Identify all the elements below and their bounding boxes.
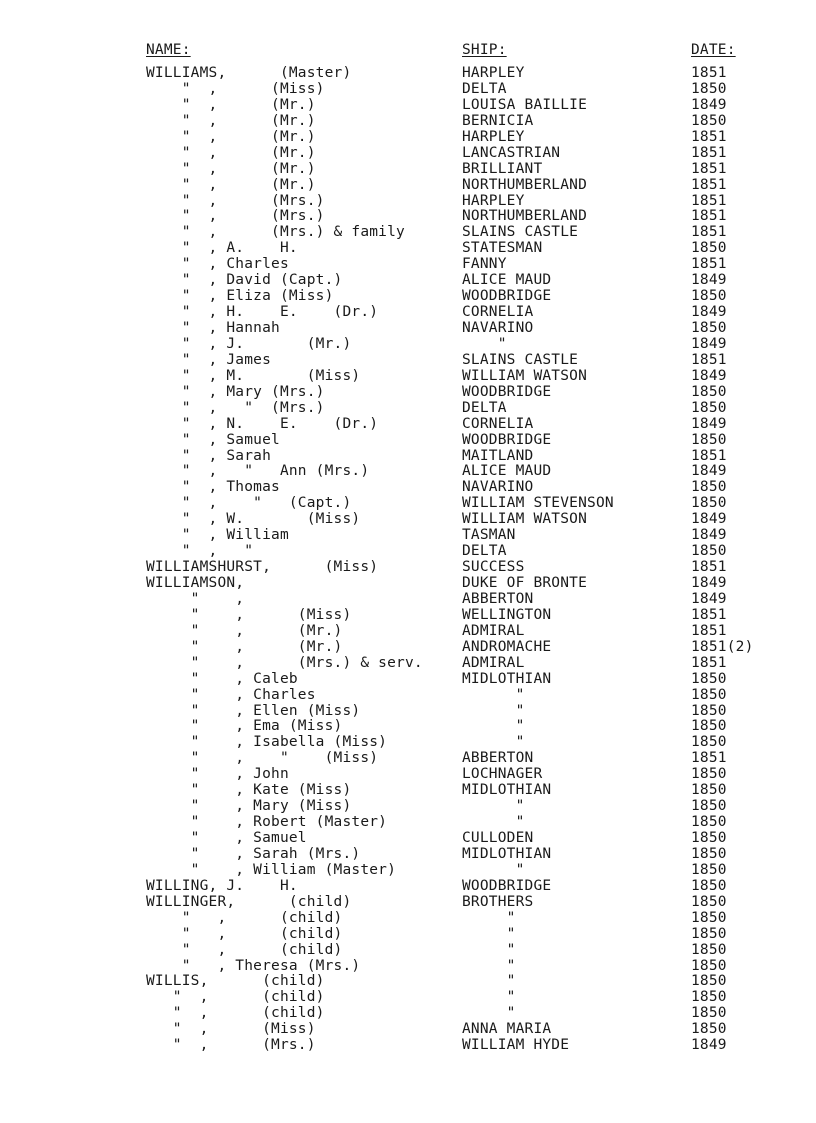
cell-date: 1850 [691, 383, 727, 400]
table-row [0, 672, 816, 688]
cell-ship: MAITLAND [462, 447, 534, 464]
cell-ship: " [462, 814, 525, 831]
cell-ship: NAVARINO [462, 320, 534, 336]
table-row [0, 114, 816, 130]
cell-name: " , Mary (Mrs.) [146, 383, 325, 400]
cell-name: " , Theresa (Mrs.) [146, 957, 361, 974]
table-row [0, 592, 816, 608]
cell-date: 1850 [691, 112, 727, 129]
table-row [0, 353, 816, 369]
table-row [0, 608, 816, 624]
table-row [0, 512, 816, 528]
cell-name: " , (child) [146, 909, 343, 926]
table-row [0, 1006, 816, 1022]
cell-name: " , (child) [146, 941, 343, 958]
cell-date: 1850 [691, 861, 727, 878]
table-row [0, 162, 816, 178]
cell-ship: ALICE MAUD [462, 272, 552, 289]
cell-name: " , Isabella (Miss) [146, 734, 388, 751]
cell-date: 1850 [691, 766, 727, 783]
cell-name: " , H. E. (Dr.) [146, 304, 379, 321]
table-row [0, 576, 816, 592]
table-row [0, 863, 816, 879]
cell-name: " , Thomas [146, 479, 280, 496]
table-row [0, 82, 816, 98]
cell-date: 1850 [691, 973, 727, 990]
cell-date: 1851 [691, 622, 727, 639]
cell-name: " , (child) [146, 1005, 325, 1022]
cell-date: 1850 [691, 989, 727, 1006]
cell-ship: NORTHUMBERLAND [462, 208, 588, 225]
cell-date: 1850 [691, 1005, 727, 1022]
table-row [0, 704, 816, 720]
cell-name: WILLIAMSHURST, (Miss) [146, 559, 379, 576]
cell-name: " , " (Capt.) [146, 495, 352, 512]
cell-ship: SLAINS CASTLE [462, 351, 579, 368]
cell-ship: LOCHNAGER [462, 766, 543, 783]
cell-date: 1851 [691, 160, 727, 177]
cell-name: " , Kate (Miss) [146, 782, 352, 799]
table-row [0, 847, 816, 863]
cell-date: 1849 [691, 463, 727, 480]
table-row [0, 719, 816, 735]
cell-name: " , Mary (Miss) [146, 798, 352, 815]
cell-ship: " [462, 702, 525, 719]
cell-name: " , William (Master) [146, 861, 397, 878]
cell-ship: LOUISA BAILLIE [462, 96, 588, 113]
cell-name: " , Charles [146, 256, 289, 273]
cell-ship: ABBERTON [462, 590, 534, 607]
table-row [0, 1022, 816, 1038]
table-row [0, 990, 816, 1006]
table-row [0, 178, 816, 194]
cell-date: 1851 [691, 65, 727, 81]
table-row [0, 767, 816, 783]
table-row [0, 257, 816, 273]
table-row [0, 656, 816, 672]
table-row [0, 241, 816, 257]
cell-ship: HARPLEY [462, 128, 525, 145]
cell-ship: " [462, 973, 516, 990]
cell-date: 1850 [691, 782, 727, 799]
cell-date: 1850 [691, 479, 727, 496]
cell-date: 1851 [691, 447, 727, 464]
table-row [0, 321, 816, 337]
cell-name: " , (Mrs.) & serv. [146, 654, 423, 671]
cell-ship: CORNELIA [462, 415, 534, 432]
table-row [0, 528, 816, 544]
cell-date: 1850 [691, 909, 727, 926]
cell-ship: CULLODEN [462, 830, 534, 846]
cell-name: " , Charles [146, 686, 316, 703]
cell-name: WILLINGER, (child) [146, 893, 352, 910]
table-row [0, 449, 816, 465]
cell-name: " , W. (Miss) [146, 511, 361, 528]
cell-ship: LANCASTRIAN [462, 144, 561, 161]
cell-name: " , Ema (Miss) [146, 718, 343, 735]
cell-date: 1850 [691, 288, 727, 305]
cell-date: 1850 [691, 845, 727, 862]
cell-date: 1851 [691, 224, 727, 241]
cell-ship: " [462, 909, 516, 926]
table-row [0, 895, 816, 911]
cell-name: " , (Mr.) [146, 638, 343, 655]
table-row [0, 943, 816, 959]
cell-date: 1850 [691, 814, 727, 831]
cell-ship: WOODBRIDGE [462, 877, 552, 894]
table-row [0, 480, 816, 496]
table-row [0, 815, 816, 831]
cell-name: " , David (Capt.) [146, 272, 343, 289]
cell-ship: STATESMAN [462, 240, 543, 257]
cell-date: 1849 [691, 335, 727, 352]
cell-date: 1851 [691, 256, 727, 273]
cell-name: " , Hannah [146, 320, 280, 336]
table-row [0, 974, 816, 990]
cell-date: 1849 [691, 96, 727, 113]
table-row [0, 624, 816, 640]
header-ship: SHIP: [462, 42, 507, 58]
cell-ship: SLAINS CASTLE [462, 224, 579, 241]
cell-date: 1850 [691, 240, 727, 257]
cell-ship: SUCCESS [462, 559, 525, 576]
cell-ship: HARPLEY [462, 192, 525, 209]
cell-name: " , (Miss) [146, 606, 352, 623]
cell-date: 1849 [691, 304, 727, 321]
cell-ship: WILLIAM HYDE [462, 1037, 570, 1054]
cell-ship: TASMAN [462, 527, 516, 544]
table-row [0, 66, 816, 82]
cell-name: " , William [146, 527, 289, 544]
cell-ship: BRILLIANT [462, 160, 543, 177]
table-row [0, 735, 816, 751]
table-row [0, 560, 816, 576]
cell-date: 1849 [691, 590, 727, 607]
cell-ship: ADMIRAL [462, 654, 525, 671]
cell-name: " , John [146, 766, 289, 783]
cell-ship: WILLIAM WATSON [462, 511, 588, 528]
cell-ship: HARPLEY [462, 65, 525, 81]
cell-name: WILLIS, (child) [146, 973, 325, 990]
cell-date: 1849 [691, 1037, 727, 1054]
cell-ship: WILLIAM WATSON [462, 367, 588, 384]
table-row [0, 194, 816, 210]
cell-date: 1850 [691, 798, 727, 815]
cell-name: " , J. (Mr.) [146, 335, 352, 352]
cell-name: WILLIAMSON, [146, 575, 245, 591]
cell-date: 1849 [691, 367, 727, 384]
cell-name: " , (Mrs.) [146, 192, 325, 209]
cell-ship: WOODBRIDGE [462, 383, 552, 400]
table-row [0, 225, 816, 241]
cell-ship: " [462, 718, 525, 735]
cell-name: " , M. (Miss) [146, 367, 361, 384]
cell-name: " , " [146, 543, 254, 560]
cell-name: " , (child) [146, 989, 325, 1006]
table-row [0, 879, 816, 895]
table-row [0, 751, 816, 767]
cell-ship: NORTHUMBERLAND [462, 176, 588, 193]
cell-ship: " [462, 686, 525, 703]
cell-ship: " [462, 989, 516, 1006]
cell-ship: BROTHERS [462, 893, 534, 910]
cell-ship: " [462, 734, 525, 751]
cell-ship: ADMIRAL [462, 622, 525, 639]
cell-ship: DELTA [462, 80, 507, 97]
cell-name: " , (Mr.) [146, 96, 316, 113]
cell-name: " , James [146, 351, 272, 368]
table-row [0, 337, 816, 353]
cell-date: 1850 [691, 925, 727, 942]
table-row [0, 783, 816, 799]
cell-date: 1850 [691, 543, 727, 560]
table-row [0, 385, 816, 401]
table-row [0, 927, 816, 943]
cell-name: " , Sarah (Mrs.) [146, 845, 361, 862]
cell-date: 1850 [691, 320, 727, 336]
cell-date: 1851 [691, 606, 727, 623]
cell-name: " , (Mr.) [146, 128, 316, 145]
cell-name: " , Samuel [146, 431, 280, 448]
cell-ship: " [462, 957, 516, 974]
cell-date: 1850 [691, 718, 727, 735]
cell-date: 1850 [691, 80, 727, 97]
cell-date: 1850 [691, 670, 727, 687]
cell-ship: WILLIAM STEVENSON [462, 495, 614, 512]
cell-ship: " [462, 335, 507, 352]
cell-date: 1851 [691, 351, 727, 368]
cell-date: 1850 [691, 941, 727, 958]
cell-date: 1849 [691, 527, 727, 544]
cell-name: " , Caleb [146, 670, 298, 687]
cell-ship: FANNY [462, 256, 507, 273]
cell-ship: WOODBRIDGE [462, 288, 552, 305]
cell-name: WILLIAMS, (Master) [146, 65, 352, 81]
cell-date: 1851 [691, 176, 727, 193]
cell-name: " , (Mrs.) [146, 208, 325, 225]
table-row [0, 417, 816, 433]
cell-name: " , (Mr.) [146, 160, 316, 177]
cell-name: " , " (Miss) [146, 750, 379, 767]
cell-ship: " [462, 925, 516, 942]
cell-name: " , " Ann (Mrs.) [146, 463, 370, 480]
cell-date: 1851 [691, 192, 727, 209]
cell-date: 1850 [691, 893, 727, 910]
cell-name: " , (Miss) [146, 1021, 316, 1038]
cell-name: " , Eliza (Miss) [146, 288, 334, 305]
cell-ship: WELLINGTON [462, 606, 552, 623]
cell-ship: MIDLOTHIAN [462, 670, 552, 687]
cell-name: " , (Mr.) [146, 176, 316, 193]
cell-date: 1850 [691, 830, 727, 846]
cell-ship: ALICE MAUD [462, 463, 552, 480]
cell-name: " , (child) [146, 925, 343, 942]
cell-date: 1849 [691, 575, 727, 591]
cell-date: 1850 [691, 957, 727, 974]
cell-ship: DUKE OF BRONTE [462, 575, 588, 591]
cell-name: " , [146, 590, 245, 607]
cell-date: 1850 [691, 495, 727, 512]
cell-ship: CORNELIA [462, 304, 534, 321]
table-row [0, 831, 816, 847]
table-row [0, 799, 816, 815]
cell-ship: ABBERTON [462, 750, 534, 767]
table-row [0, 273, 816, 289]
table-row [0, 289, 816, 305]
cell-date: 1851 [691, 559, 727, 576]
cell-name: " , (Mrs.) & family [146, 224, 405, 241]
header-name: NAME: [146, 42, 191, 58]
cell-ship: " [462, 798, 525, 815]
table-row [0, 496, 816, 512]
cell-ship: " [462, 861, 525, 878]
cell-name: " , (Mr.) [146, 622, 343, 639]
cell-name: WILLING, J. H. [146, 877, 298, 894]
cell-date: 1850 [691, 399, 727, 416]
cell-date: 1849 [691, 272, 727, 289]
table-row [0, 433, 816, 449]
cell-date: 1850 [691, 431, 727, 448]
cell-name: " , " (Mrs.) [146, 399, 325, 416]
cell-ship: DELTA [462, 543, 507, 560]
cell-name: " , Ellen (Miss) [146, 702, 361, 719]
table-row [0, 544, 816, 560]
cell-date: 1851(2) [691, 638, 754, 655]
cell-date: 1851 [691, 144, 727, 161]
cell-ship: MIDLOTHIAN [462, 782, 552, 799]
table-row [0, 959, 816, 975]
passenger-list [0, 66, 816, 1054]
cell-name: " , Sarah [146, 447, 272, 464]
cell-name: " , Robert (Master) [146, 814, 388, 831]
cell-name: " , N. E. (Dr.) [146, 415, 379, 432]
table-row [0, 369, 816, 385]
cell-ship: " [462, 941, 516, 958]
cell-name: " , Samuel [146, 830, 307, 846]
header-date: DATE: [691, 42, 736, 58]
cell-date: 1851 [691, 208, 727, 225]
cell-ship: " [462, 1005, 516, 1022]
table-row [0, 640, 816, 656]
cell-name: " , (Mrs.) [146, 1037, 316, 1054]
cell-name: " , (Mr.) [146, 144, 316, 161]
cell-date: 1850 [691, 877, 727, 894]
cell-ship: BERNICIA [462, 112, 534, 129]
table-row [0, 464, 816, 480]
cell-ship: DELTA [462, 399, 507, 416]
table-row [0, 911, 816, 927]
cell-date: 1850 [691, 1021, 727, 1038]
cell-ship: ANNA MARIA [462, 1021, 552, 1038]
cell-date: 1851 [691, 654, 727, 671]
cell-date: 1851 [691, 128, 727, 145]
cell-ship: ANDROMACHE [462, 638, 552, 655]
table-row [0, 130, 816, 146]
table-row [0, 209, 816, 225]
cell-date: 1850 [691, 734, 727, 751]
table-row [0, 688, 816, 704]
cell-name: " , (Mr.) [146, 112, 316, 129]
table-row [0, 305, 816, 321]
cell-ship: WOODBRIDGE [462, 431, 552, 448]
cell-name: " , (Miss) [146, 80, 325, 97]
table-row [0, 98, 816, 114]
table-row [0, 146, 816, 162]
cell-ship: NAVARINO [462, 479, 534, 496]
table-row [0, 401, 816, 417]
cell-name: " , A. H. [146, 240, 298, 257]
cell-date: 1850 [691, 686, 727, 703]
cell-date: 1849 [691, 415, 727, 432]
cell-date: 1851 [691, 750, 727, 767]
cell-date: 1849 [691, 511, 727, 528]
cell-date: 1850 [691, 702, 727, 719]
cell-ship: MIDLOTHIAN [462, 845, 552, 862]
table-row [0, 1038, 816, 1054]
